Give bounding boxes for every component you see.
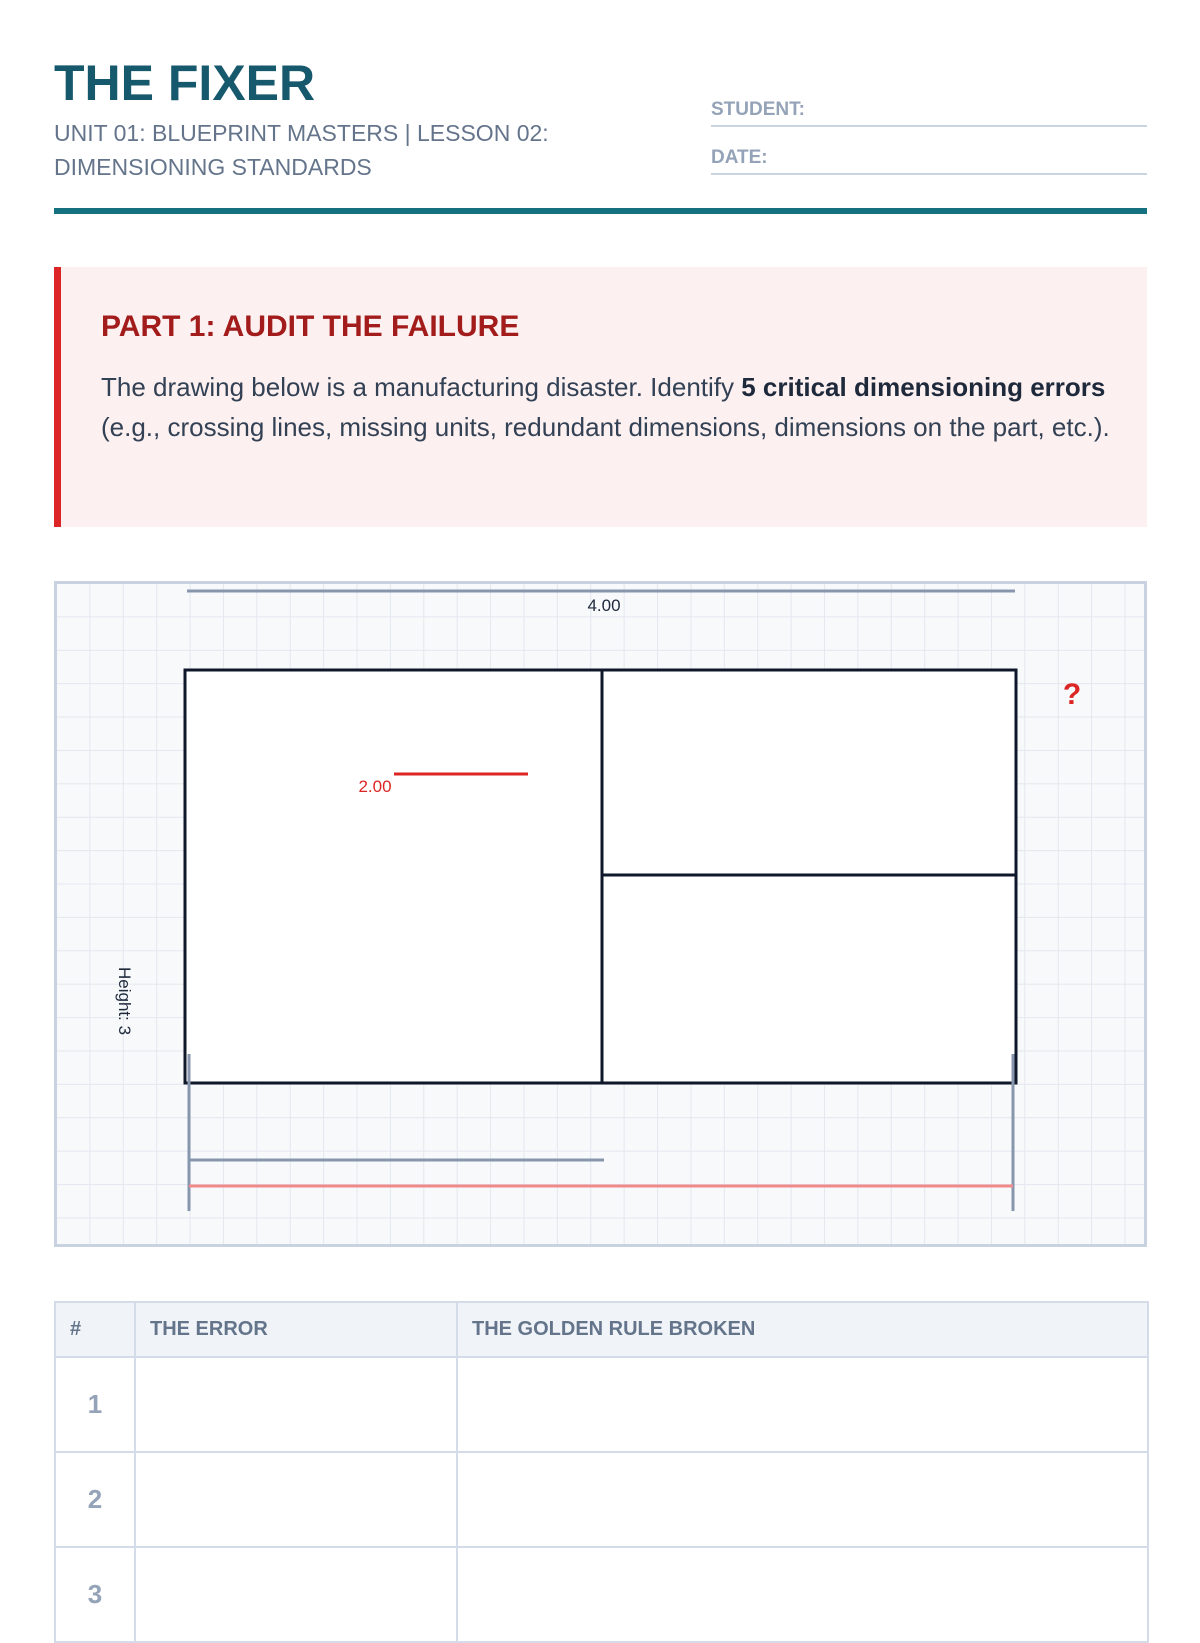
date-label: DATE: bbox=[711, 147, 768, 168]
callout-body bbox=[101, 367, 1111, 447]
rule-cell[interactable] bbox=[457, 1357, 1148, 1452]
table-row bbox=[55, 1357, 1148, 1452]
student-label: STUDENT: bbox=[711, 99, 805, 120]
table-row bbox=[55, 1452, 1148, 1547]
callout-body-examples: (e.g., crossing lines, missing units, redundant dimensions, dimensions on the part, etc.). bbox=[101, 412, 1110, 442]
rule-cell[interactable] bbox=[457, 1452, 1148, 1547]
inside-dimension-text: 2.00 bbox=[358, 777, 392, 796]
column-header-number: # bbox=[55, 1302, 135, 1357]
callout-title: PART 1: AUDIT THE FAILURE bbox=[101, 310, 520, 343]
technical-drawing bbox=[54, 581, 1147, 1247]
instructions-callout bbox=[54, 267, 1147, 527]
table-header-row bbox=[55, 1302, 1148, 1357]
callout-body-intro: The drawing below is a manufacturing disaster. Identify bbox=[101, 372, 742, 402]
row-number: 1 bbox=[55, 1357, 135, 1452]
row-number: 3 bbox=[55, 1547, 135, 1642]
error-cell[interactable] bbox=[135, 1547, 457, 1642]
page-title: THE FIXER bbox=[54, 55, 316, 111]
question-marker: ? bbox=[1062, 678, 1082, 711]
row-number: 2 bbox=[55, 1452, 135, 1547]
callout-body-emphasis: 5 critical dimensioning errors bbox=[741, 372, 1106, 402]
error-table bbox=[54, 1301, 1149, 1643]
table-row bbox=[55, 1547, 1148, 1642]
error-cell[interactable] bbox=[135, 1357, 457, 1452]
worksheet-header bbox=[54, 52, 1147, 214]
page-subtitle: UNIT 01: BLUEPRINT MASTERS | LESSON 02: DIMENSIONING STANDARDS bbox=[54, 120, 549, 180]
column-header-error: THE ERROR bbox=[135, 1302, 457, 1357]
side-height-label: Height: 3 bbox=[115, 966, 134, 1036]
rule-cell[interactable] bbox=[457, 1547, 1148, 1642]
column-header-rule: THE GOLDEN RULE BROKEN bbox=[457, 1302, 1148, 1357]
student-field[interactable] bbox=[711, 95, 1147, 127]
error-cell[interactable] bbox=[135, 1452, 457, 1547]
date-field[interactable] bbox=[711, 143, 1147, 175]
drawing-canvas bbox=[57, 584, 1144, 1244]
top-dimension-text: 4.00 bbox=[587, 596, 621, 615]
